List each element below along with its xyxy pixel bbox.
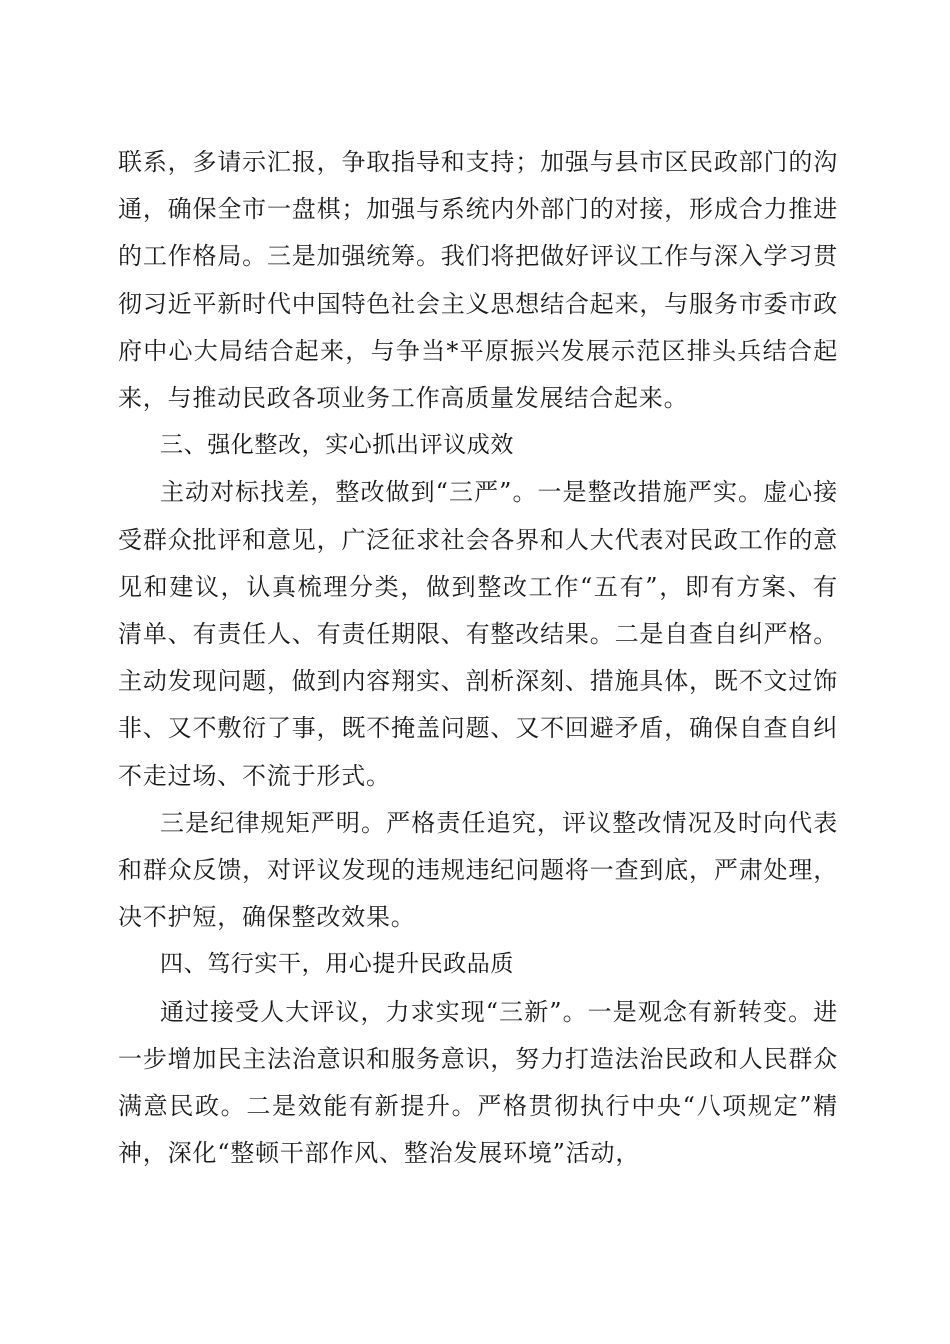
document-body [118,139,838,1177]
paragraph-discipline: 三是纪律规矩严明。严格责任追究，评议整改情况及时向代表和群众反馈，对评议发现的违规违纪问题将一查到底，严肃处理，决不护短，确保整改效果。 [118,808,838,932]
section-heading-4: 四、笃行实干，用心提升民政品质 [160,951,514,978]
paragraph-coordination: 联系，多请示汇报，争取指导和支持；加强与县市区民政部门的沟通，确保全市一盘棋；加强与系统内外部门的对接，形成合力推进的工作格局。三是加强统筹。我们将把做好评议工作与深入学习贯彻习近平新时代中国特色社会主义思想结合起来，与服务市委市政府中心大局结合起来，与争当*平原振兴发展示范区排头兵结合起来，与推动民政各项业务工作高质量发展结合起来。 [118,148,838,413]
paragraph-three-new: 通过接受人大评议，力求实现“三新”。一是观念有新转变。进一步增加民主法治意识和服务意识，努力打造法治民政和人民群众满意民政。二是效能有新提升。严格贯彻执行中央“八项规定”精神，深化“整顿干部作风、整治发展环境”活动， [118,997,838,1168]
paragraph-rectification: 主动对标找差，整改做到“三严”。一是整改措施严实。虚心接受群众批评和意见，广泛征求社会各界和人大代表对民政工作的意见和建议，认真梳理分类，做到整改工作“五有”，即有方案、有清单、有责任人、有责任期限、有整改结果。二是自查自纠严格。主动发现问题，做到内容翔实、剖析深刻、措施具体，既不文过饰非、又不敷衍了事，既不掩盖问题、又不回避矛盾，确保自查自纠不走过场、不流于形式。 [118,478,838,790]
section-heading-3: 三、强化整改，实心抓出评议成效 [160,432,514,459]
